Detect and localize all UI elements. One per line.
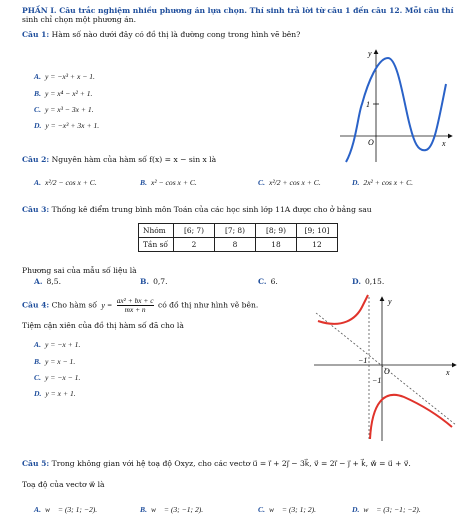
q1-option-a[interactable]: A. y = −x³ + x − 1. bbox=[34, 72, 95, 81]
section-header-line2: sinh chỉ chọn một phương án. bbox=[22, 15, 136, 24]
question-1 bbox=[22, 30, 300, 39]
q4-option-a[interactable]: A. y = −x + 1. bbox=[34, 340, 81, 349]
q3-prompt: Phương sai của mẫu số liệu là bbox=[22, 266, 137, 275]
q5-prompt: Toạ độ của vectơ w⃗ là bbox=[22, 480, 105, 489]
question-3-text: Thống kê điểm trung bình môn Toán của các học sinh lớp 11A được cho ở bảng sau bbox=[51, 205, 372, 214]
q3-frequency-table bbox=[138, 223, 338, 252]
question-4-label: Câu 4: bbox=[22, 300, 50, 310]
question-4-text-after: có đồ thị như hình vẽ bên. bbox=[157, 300, 259, 310]
question-4 bbox=[22, 297, 258, 314]
question-3-label: Câu 3: bbox=[22, 205, 50, 214]
q4-function-denominator: mx + n bbox=[124, 305, 146, 314]
q4-option-b[interactable]: B. y = x − 1. bbox=[34, 357, 76, 366]
section-header-line1: PHẦN I. Câu trắc nghiệm nhiều phương án lựa chọn. Thí sinh trả lời từ câu 1 đến câu 12. Mỗi câu thí bbox=[22, 6, 454, 15]
q4-graph bbox=[312, 293, 460, 443]
table-row bbox=[139, 224, 338, 238]
question-5 bbox=[22, 459, 411, 468]
question-4-text-before: Cho hàm số bbox=[51, 300, 97, 310]
table-cell: 2 bbox=[174, 238, 215, 252]
table-cell: 18 bbox=[256, 238, 297, 252]
table-row-label: Tần số bbox=[139, 238, 174, 252]
q1-graph bbox=[338, 44, 458, 164]
table-header-cell: Nhóm bbox=[139, 224, 174, 238]
q5-option-a[interactable]: A. w⃗ = (3; 1; −2). bbox=[34, 505, 98, 514]
q1-option-b[interactable]: B. y = x⁴ − x² + 1. bbox=[34, 89, 93, 98]
q1-option-c[interactable]: C. y = x³ − 3x + 1. bbox=[34, 105, 94, 114]
question-2-text: Nguyên hàm của hàm số f(x) = x − sin x là bbox=[51, 155, 217, 164]
q5-option-d[interactable]: D. w⃗ = (3; −1; −2). bbox=[352, 505, 421, 514]
question-5-text: Trong không gian với hệ toạ độ Oxyz, cho các vectơ u⃗ = i⃗ + 2j⃗ − 3k⃗, v⃗ = 2i⃗ − j⃗ + k⃗, w⃗ = u⃗ + v⃗. bbox=[51, 459, 411, 468]
q1-curve bbox=[346, 58, 446, 162]
question-5-label: Câu 5: bbox=[22, 459, 50, 468]
q1-tick-label: 1 bbox=[366, 100, 370, 109]
q4-function-numerator: ax² + bx + c bbox=[116, 296, 154, 305]
section-header bbox=[22, 6, 454, 15]
question-3 bbox=[22, 205, 372, 214]
q4-curve-left bbox=[318, 295, 368, 324]
q5-option-b[interactable]: B. w⃗ = (3; −1; 2). bbox=[140, 505, 204, 514]
q2-option-b[interactable]: B. x² − cos x + C. bbox=[140, 178, 197, 187]
table-header-cell: [6; 7) bbox=[174, 224, 215, 238]
q4-option-c[interactable]: C. y = −x − 1. bbox=[34, 373, 81, 382]
q2-option-a[interactable]: A. x²/2 − cos x + C. bbox=[34, 178, 97, 187]
q1-x-label: x bbox=[442, 139, 446, 148]
table-header-cell: [9; 10] bbox=[297, 224, 338, 238]
q4-option-d[interactable]: D. y = x + 1. bbox=[34, 389, 76, 398]
q3-option-c[interactable]: C. 6. bbox=[258, 277, 278, 286]
table-header-cell: [7; 8) bbox=[215, 224, 256, 238]
q4-prompt: Tiệm cận xiên của đồ thị hàm số đã cho là bbox=[22, 321, 184, 330]
q4-tick-y-label: −1 bbox=[372, 376, 382, 385]
q2-option-c[interactable]: C. x²/2 + cos x + C. bbox=[258, 178, 321, 187]
q4-tick-x-label: −1 bbox=[358, 356, 368, 365]
question-2-label: Câu 2: bbox=[22, 155, 50, 164]
question-2 bbox=[22, 155, 216, 164]
table-row bbox=[139, 238, 338, 252]
q3-option-b[interactable]: B. 0,7. bbox=[140, 277, 168, 286]
table-header-cell: [8; 9) bbox=[256, 224, 297, 238]
q3-option-a[interactable]: A. 8,5. bbox=[34, 277, 62, 286]
q5-option-c[interactable]: C. w⃗ = (3; 1; 2). bbox=[258, 505, 317, 514]
q1-option-d[interactable]: D. y = −x³ + 3x + 1. bbox=[34, 121, 100, 130]
q4-y-label: y bbox=[388, 297, 392, 306]
table-cell: 8 bbox=[215, 238, 256, 252]
q1-origin-label: O bbox=[368, 138, 374, 147]
question-1-label: Câu 1: bbox=[22, 30, 50, 39]
q4-function-fraction bbox=[117, 297, 154, 314]
question-1-text: Hàm số nào dưới đây có đồ thị là đường cong trong hình vẽ bên? bbox=[51, 30, 301, 39]
q4-function-lhs: y = bbox=[101, 300, 113, 310]
q3-option-d[interactable]: D. 0,15. bbox=[352, 277, 385, 286]
q4-x-label: x bbox=[446, 368, 450, 377]
q4-origin-label: O bbox=[384, 367, 390, 376]
q1-y-label: y bbox=[368, 49, 372, 58]
table-cell: 12 bbox=[297, 238, 338, 252]
q2-option-d[interactable]: D. 2x² + cos x + C. bbox=[352, 178, 414, 187]
